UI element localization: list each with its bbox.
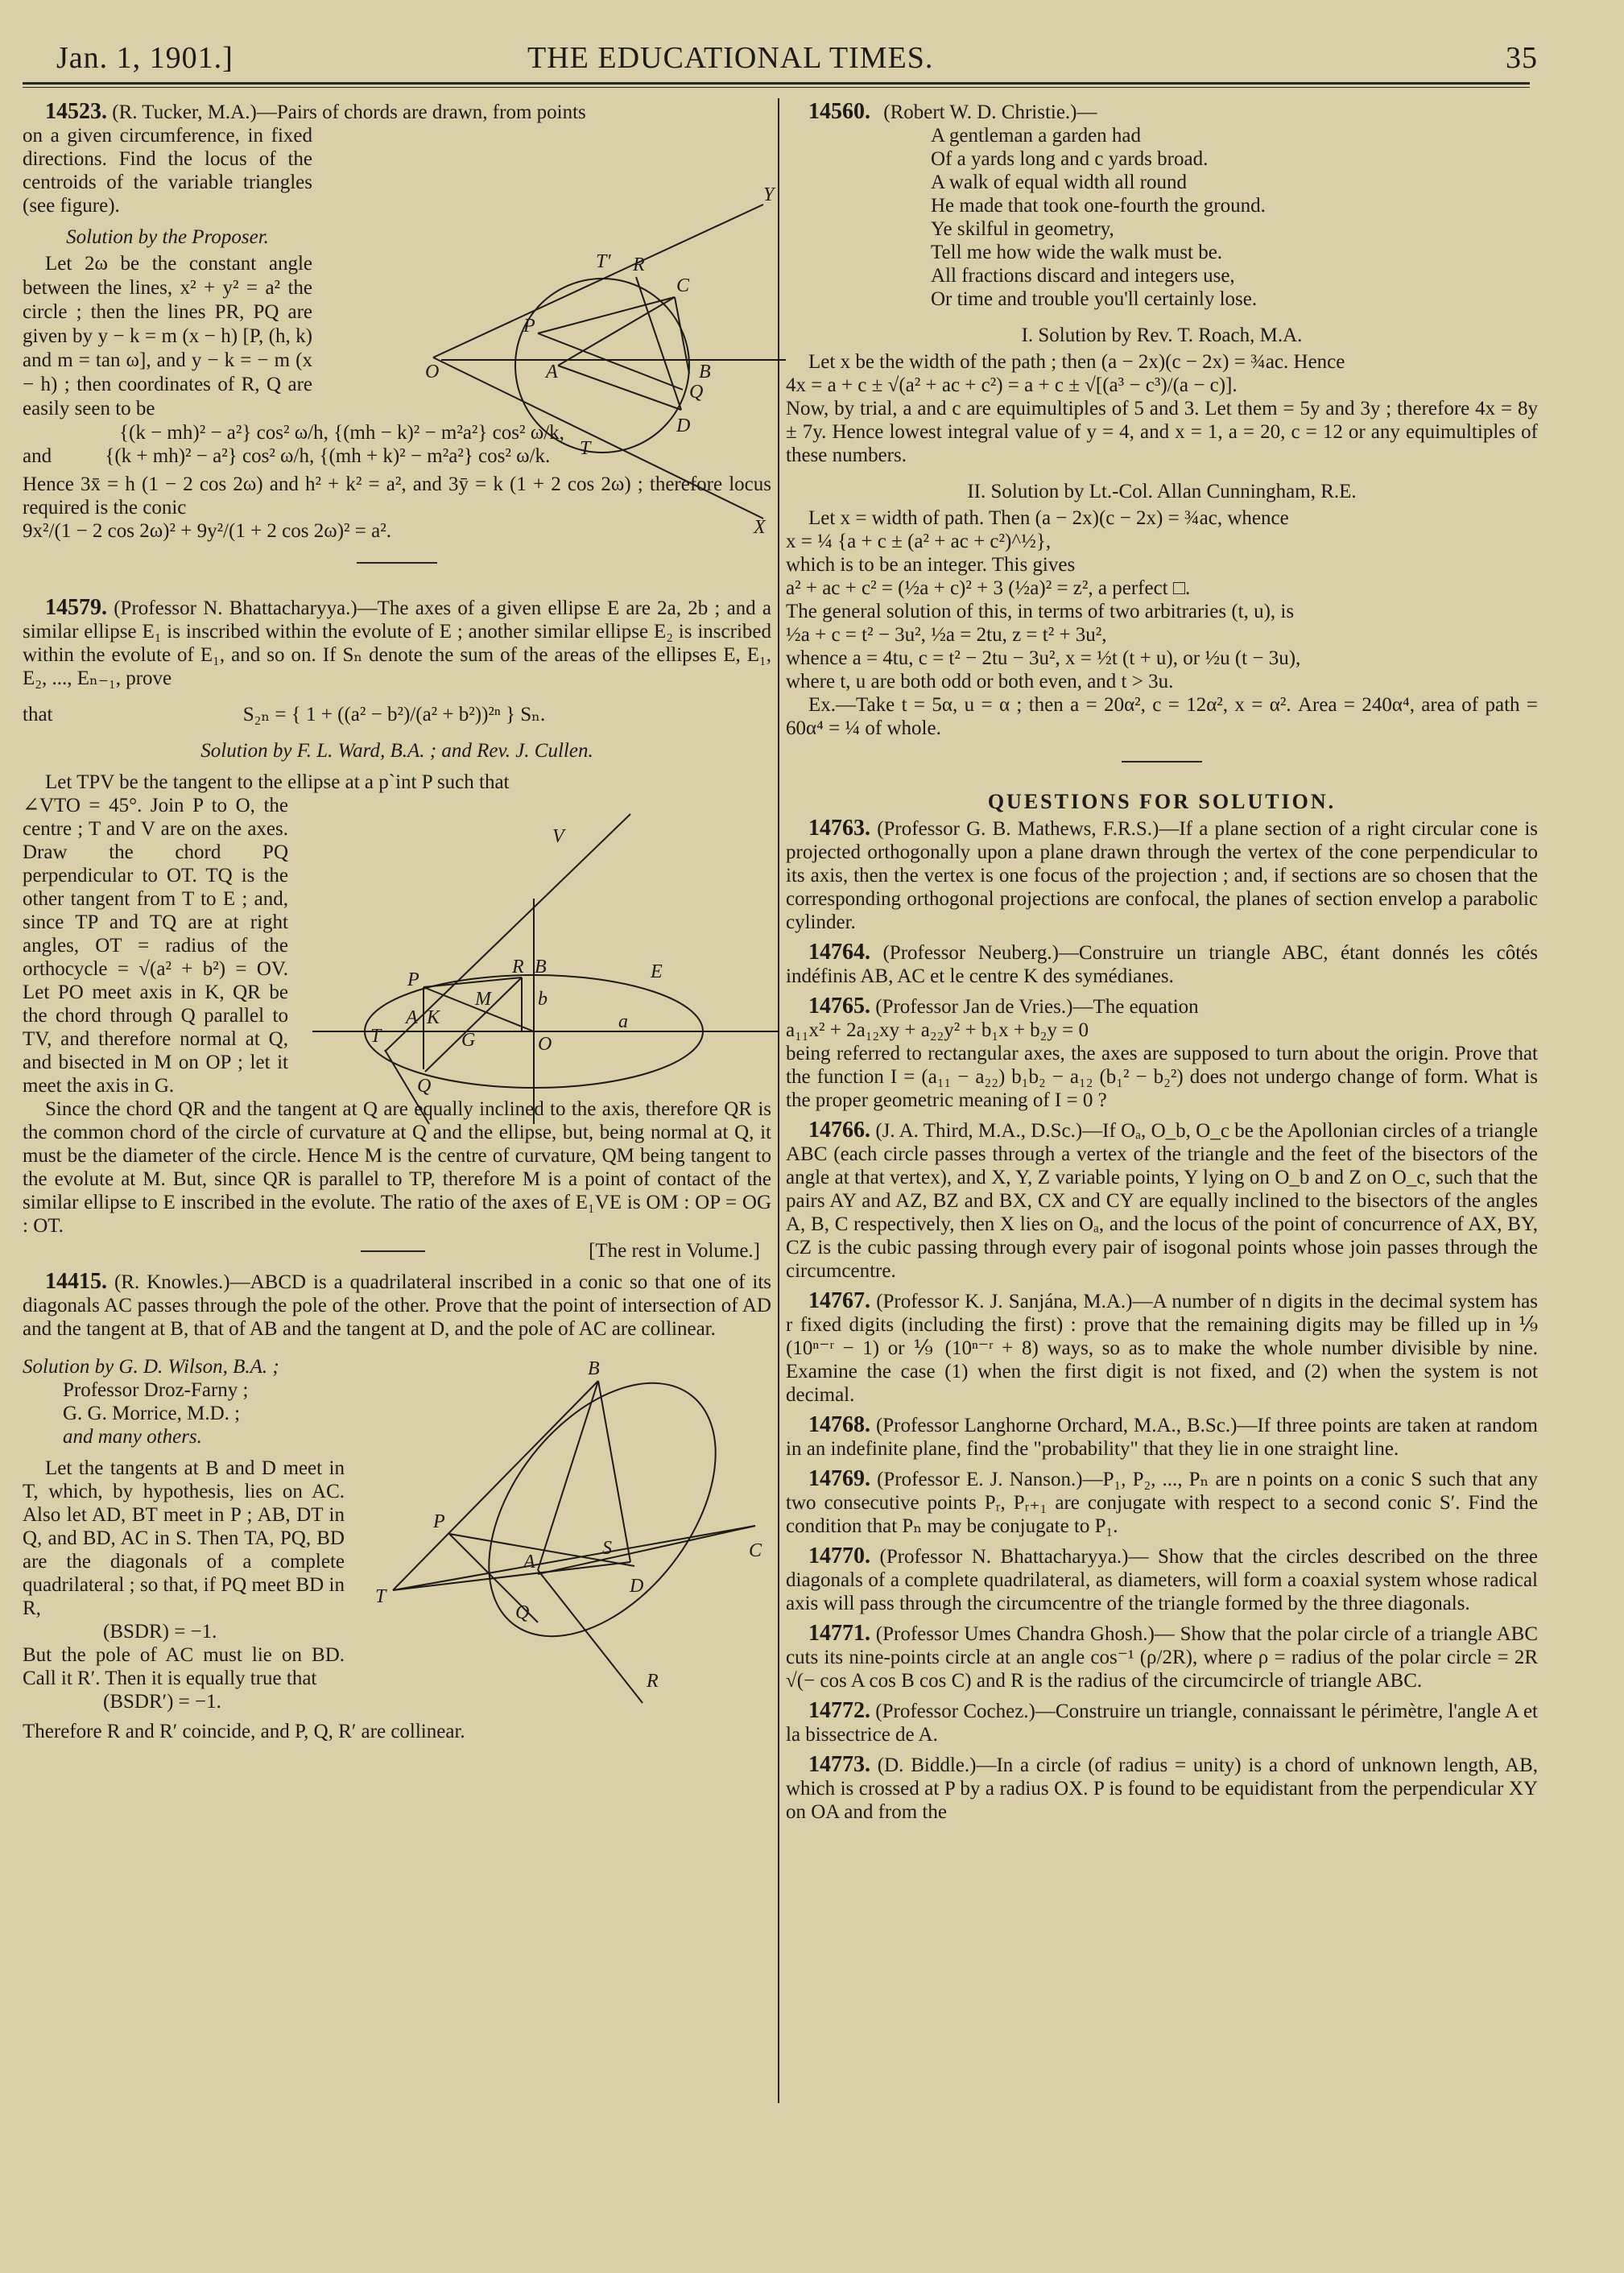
- question-number: 14770.: [808, 1544, 870, 1568]
- question-number: 14764.: [808, 940, 870, 965]
- fig-label-s: S: [602, 1538, 612, 1559]
- solution-title: Solution by F. L. Ward, B.A. ; and Rev. J. Cullen.: [200, 740, 593, 762]
- solver-line: Solution by G. D. Wilson, B.A. ;: [23, 1356, 279, 1378]
- question-text: —Construire un triangle, connaissant le périmètre, l'angle A et la bissectrice de A.: [786, 1701, 1538, 1746]
- question-14769: [786, 1467, 1538, 1538]
- fig-label-p: P: [523, 316, 535, 337]
- problem-text: —ABCD is a quadrilateral inscribed in a conic so that one of its diagonals AC passes through the pole of the other. Prove that the point of intersection of AD and the tangent at B, that of AB and the tangent at D, and the pole of AC are collinear.: [23, 1271, 772, 1340]
- question-text: — Show that the circles described on the three diagonals of a complete quadrilateral, as diameters, will form a coaxial system whose radical axis will pass through the circumcentre of the triangle formed by the three diagonals.: [786, 1546, 1538, 1614]
- problem-number: 14560.: [808, 99, 870, 124]
- problem-author: (R. Knowles.): [114, 1271, 230, 1293]
- question-number: 14768.: [808, 1412, 870, 1437]
- solution-title: II. Solution by Lt.-Col. Allan Cunningham, R.E.: [967, 481, 1357, 502]
- question-author: (Professor Umes Chandra Ghosh.): [875, 1623, 1155, 1645]
- question-14763: [786, 816, 1538, 934]
- equation: {(k − mh)² − a²} cos² ω/h, {(mh − k)² − m²a²} cos² ω/k,: [119, 422, 564, 444]
- solution-body: Let x = width of path. Then (a − 2x)(c − 2x) = ¾ac, whence: [808, 507, 1289, 529]
- chord-pq: [538, 333, 683, 390]
- question-text: —Construire un triangle ABC, étant donnés les côtés indéfinis AB, AC et le centre K des symédianes.: [786, 942, 1538, 987]
- question-14764: [786, 940, 1538, 988]
- question-text: —P₁, P₂, ..., Pₙ are n points on a conic S such that any two consecutive points Pᵣ, Pᵣ₊₁ are conjugate with respect to a second conic S′. Find the condition that Pₙ may be conjugate to P₁.: [786, 1469, 1539, 1537]
- chord-cb: [675, 297, 689, 374]
- question-number: 14765.: [808, 994, 870, 1019]
- fig-label-p: P: [407, 969, 419, 990]
- equation: a² + ac + c² = (½a + c)² + 3 (½a)² = z², a perfect □.: [786, 577, 1191, 599]
- problem-14579: [23, 596, 771, 1265]
- question-14770: [786, 1544, 1538, 1615]
- fig-label-b: B: [535, 957, 547, 977]
- fig-label-a-small: a: [618, 1011, 628, 1032]
- figure-14579: [264, 794, 779, 1148]
- question-author: (Professor Jan de Vries.): [875, 996, 1073, 1018]
- left-column: [23, 99, 775, 1743]
- solution-body: Let the tangents at B and D meet in T, which, by hypothesis, lies on AC. Also let AD, BT meet in P ; AB, DT in Q, and BD, AC in S. Then TA, PQ, BD are the diagonals of a complete quadrilateral ; so that, if PQ meet BD in R,: [23, 1457, 345, 1619]
- question-14771: [786, 1622, 1538, 1692]
- equation: 4x = a + c ± √(a² + ac + c²) = a + c ± √[(a³ − c³)/(a − c)].: [786, 374, 1238, 396]
- question-author: (Professor Cochez.): [875, 1701, 1035, 1722]
- header-rule: [23, 82, 1530, 85]
- solver-line: and many others.: [63, 1426, 202, 1448]
- question-author: (Professor Langhorne Orchard, M.A., B.Sc.): [875, 1415, 1238, 1436]
- questions-heading: QUESTIONS FOR SOLUTION.: [987, 790, 1337, 813]
- solver-line: G. G. Morrice, M.D. ;: [63, 1403, 241, 1424]
- fig-label-r: R: [512, 957, 524, 977]
- fig-label-y: Y: [763, 184, 775, 205]
- header-rule-thin: [23, 87, 1530, 88]
- fig-label-c: C: [749, 1540, 762, 1561]
- fig-label-v: V: [552, 826, 564, 847]
- line-oy: [433, 205, 763, 357]
- question-14766: [786, 1118, 1538, 1283]
- question-14773: [786, 1753, 1538, 1824]
- equation: (BSDR′) = −1.: [103, 1691, 221, 1713]
- fig-label-m: M: [475, 989, 491, 1010]
- fig-label-o: O: [425, 362, 440, 382]
- solution-body: Since the chord QR and the tangent at Q are equally inclined to the axis, therefore QR is the common chord of the circle of curvature at Q and the ellipse, but, being normal at Q, it must be the diameter of the circle. Hence M is the centre of curvature, QM being tangent to the evolute at M. But, since QR is parallel to TP, therefore M is a point of contact of the similar ellipse to E inscribed in the evolute. The ratio of the axes of E₁VE is OM : OP = OG : OT.: [23, 1098, 771, 1237]
- right-column: [786, 100, 1538, 1824]
- question-14772: [786, 1699, 1538, 1746]
- question-text: —The equation: [1072, 996, 1199, 1018]
- rest-note-row: [23, 1238, 771, 1265]
- verse-line: Ye skilful in geometry,: [931, 218, 1114, 240]
- question-number: 14769.: [808, 1466, 870, 1491]
- verse-line: A walk of equal width all round: [931, 172, 1187, 193]
- problem-text: —The axes of a given ellipse E are 2a, 2b ; and a similar ellipse E₁ is inscribed within the evolute of E ; another similar ellipse E₂ is inscribed within the evolute of E₁, and so on. If Sₙ denote the sum of the areas of the ellipses E, E₁, E₂, ..., Eₙ₋₁, prove: [23, 597, 771, 689]
- equation: ½a + c = t² − 3u², ½a = 2tu, z = t² + 3u²,: [786, 624, 1107, 646]
- tangent-tpv: [385, 814, 630, 1052]
- fig-label-c: C: [676, 275, 690, 296]
- question-14767: [786, 1289, 1538, 1407]
- fig-label-e: E: [651, 961, 663, 982]
- solution-body: The general solution of this, in terms of two arbitraries (t, u), is: [786, 601, 1295, 622]
- fig-label-q: Q: [689, 382, 704, 403]
- problem-14523: [23, 99, 775, 564]
- solution-body: Now, by trial, a and c are equimultiples of 5 and 3. Let them = 5y and 3y ; therefore 4x = 8y ± 7y. Hence lowest integral value of y = 4, and x = 1, a = 20, c = 12 or any equimultiples of these numbers.: [786, 398, 1538, 466]
- fig-label-t-prime: T′: [596, 251, 611, 272]
- header-page-number: 35: [1506, 41, 1538, 75]
- question-number: 14766.: [808, 1118, 870, 1143]
- question-number: 14772.: [808, 1698, 870, 1723]
- question-number: 14771.: [808, 1621, 870, 1646]
- solution-body: where t, u are both odd or both even, and t > 3u.: [786, 671, 1174, 692]
- problem-text: —Pairs of chords are drawn, from points: [256, 101, 586, 123]
- problem-14560-heading: [786, 100, 1538, 124]
- header-date: Jan. 1, 1901.]: [56, 41, 233, 75]
- question-14765: [786, 994, 1538, 1019]
- fig-label-x: X: [754, 517, 766, 538]
- chord-ac: [558, 297, 675, 366]
- question-number: 14763.: [808, 816, 870, 841]
- fig-label-p: P: [433, 1511, 445, 1532]
- question-text: —If three points are taken at random in an indefinite plane, find the "probability" that they lie in one straight line.: [786, 1415, 1538, 1460]
- solution-body: Therefore R and R′ coincide, and P, Q, R′ are collinear.: [23, 1721, 465, 1742]
- verse-line: Of a yards long and c yards broad.: [931, 148, 1209, 170]
- problem-14560: [786, 100, 1538, 762]
- fig-label-b: B: [699, 362, 711, 382]
- fig-label-t: T: [370, 1026, 382, 1047]
- problem-14415-heading: [23, 1270, 771, 1341]
- conic: [443, 1341, 761, 1678]
- solution-body: ∠VTO = 45°. Join P to O, the centre ; T and V are on the axes. Draw the chord PQ perpendicular to OT. TQ is the other tangent from T to E ; and, since TP and TQ are at right angles, OT = radius of the orthocycle = √(a² + b²) = OV. Let PO meet axis in K, QR be the chord through Q parallel to TV, and therefore normal at Q, and bisected in M on OP ; let it meet the axis in G.: [23, 795, 288, 1097]
- equation: 9x²/(1 − 2 cos 2ω)² + 9y²/(1 + 2 cos 2ω)² = a².: [23, 520, 391, 542]
- problem-number: 14523.: [45, 99, 107, 124]
- figure-14415: [361, 1357, 779, 1711]
- fig-label-a: A: [546, 362, 558, 382]
- equation: x = ¼ {a + c ± (a² + ac + c²)^½},: [786, 531, 1052, 552]
- problem-14415: [23, 1270, 771, 1743]
- separator-rule: [357, 562, 437, 564]
- question-number: 14767.: [808, 1288, 870, 1313]
- line-bd: [598, 1381, 630, 1562]
- question-text: being referred to rectangular axes, the axes are supposed to turn about the origin. Prove that the function I = (a₁₁ − a₂₂) b₁b₂ − a₁₂ (b₁² − b₂²) does not undergo change of form. What is the proper geometric meaning of I = 0 ?: [786, 1043, 1538, 1111]
- question-author: (Professor G. B. Mathews, F.R.S.): [877, 818, 1159, 840]
- question-14768: [786, 1413, 1538, 1461]
- fig-label-q: Q: [417, 1076, 432, 1097]
- problem-14415-wrapped: [23, 1355, 345, 1713]
- question-author: (Professor E. J. Nanson.): [877, 1469, 1083, 1490]
- separator-rule: [361, 1250, 425, 1252]
- fig-label-a: A: [406, 1007, 418, 1028]
- formula-lead: that: [23, 704, 53, 725]
- formula: S₂ₙ = { 1 + ((a² − b²)/(a² + b²))²ⁿ } Sₙ.: [242, 704, 546, 725]
- separator-rule: [1122, 761, 1202, 762]
- formula-row: [23, 703, 771, 726]
- question-author: (D. Biddle.): [877, 1754, 977, 1776]
- question-text: —If a plane section of a right circular cone is projected orthogonally upon a plane drawn through the vertex of the cone perpendicular to its axis, then the vertex is one focus of the projection ; and, if sections are so chosen that the corresponding orthogonal projections are confocal, the planes of section envelop a parabolic cylinder.: [786, 818, 1539, 933]
- line-ba: [538, 1381, 598, 1570]
- equation-lead: and: [23, 445, 52, 467]
- fig-label-t: T: [375, 1586, 386, 1607]
- solution-example: Ex.—Take t = 5α, u = α ; then a = 20α², c = 12α², x = α². Area = 240α⁴, area of path = 60α⁴ = ¼ of whole.: [786, 694, 1538, 739]
- fig-label-d: D: [676, 415, 691, 436]
- verse-line: Or time and trouble you'll certainly lose.: [931, 288, 1258, 310]
- verse-line: A gentleman a garden had: [931, 125, 1142, 147]
- solution-body: Let TPV be the tangent to the ellipse at a p`int P such that: [45, 771, 510, 793]
- question-author: (Professor K. J. Sanjána, M.A.): [876, 1291, 1133, 1312]
- problem-14579-wrapped: [23, 794, 288, 1097]
- question-author: (Professor N. Bhattacharyya.): [879, 1546, 1129, 1568]
- fig-label-b-small: b: [538, 989, 548, 1010]
- solver-line: Professor Droz-Farny ;: [63, 1379, 249, 1401]
- questions-list: [786, 816, 1538, 1824]
- equation: {(k + mh)² − a²} cos² ω/h, {(mh + k)² − m²a²} cos² ω/k.: [105, 445, 551, 467]
- solution-title: I. Solution by Rev. T. Roach, M.A.: [1021, 324, 1303, 346]
- fig-label-d: D: [630, 1576, 644, 1597]
- figure-14523: [425, 132, 779, 538]
- question-author: (J. A. Third, M.A., D.Sc.): [875, 1120, 1083, 1142]
- fig-label-g: G: [461, 1030, 476, 1051]
- fig-label-r: R: [633, 254, 645, 275]
- line-ac: [538, 1526, 755, 1574]
- question-text: — Show that the polar circle of a triangle ABC cuts its nine-points circle at an angle cos⁻¹ (ρ/2R), where ρ = radius of the polar circle = 2R √(− cos A cos B cos C) and R is the radius of the circumcircle of triangle ABC.: [786, 1623, 1539, 1692]
- fig-label-r: R: [647, 1671, 659, 1692]
- question-text: —In a circle (of radius = unity) is a chord of unknown length, AB, which is crossed at P by a radius OX. P is found to be equidistant from the perpendicular XY on OA and from the: [786, 1754, 1538, 1823]
- fig-label-o: O: [538, 1034, 552, 1055]
- verse-line: He made that took one-fourth the ground.: [931, 195, 1266, 217]
- fig-label-q: Q: [515, 1602, 530, 1623]
- problem-14579-heading: [23, 596, 771, 690]
- problem-text: on a given circumference, in fixed directions. Find the locus of the centroids of the variable triangles (see figure).: [23, 125, 312, 217]
- fig-label-a: A: [523, 1552, 535, 1573]
- equation: (BSDR) = −1.: [103, 1621, 217, 1643]
- problem-author: (R. Tucker, M.A.): [112, 101, 257, 123]
- question-text: —A number of n digits in the decimal system has r fixed digits (including the first) : prove that the remaining digits may be filled up in ⅑ (10ⁿ⁻ʳ − 1) or ⅑ (10ⁿ⁻ʳ + 8) ways, so as to make the whole number divisible by nine. Examine the case (1) when the first digit is not fixed, and (2) when the system is not decimal.: [786, 1291, 1538, 1406]
- problem-14523-heading: [23, 100, 771, 124]
- problem-14523-wrapped: [23, 124, 312, 421]
- question-number: 14773.: [808, 1752, 870, 1777]
- solution-body: which is to be an integer. This gives: [786, 554, 1076, 576]
- solution-title: Solution by the Proposer.: [66, 226, 269, 248]
- question-author: (Professor Neuberg.): [882, 942, 1059, 964]
- verse-line: All fractions discard and integers use,: [931, 265, 1235, 287]
- problem-number: 14579.: [45, 595, 107, 620]
- fig-label-k: K: [427, 1007, 440, 1028]
- solution-body: But the pole of AC must lie on BD. Call it R′. Then it is equally true that: [23, 1644, 345, 1689]
- question-equation: a₁₁x² + 2a₁₂xy + a₂₂y² + b₁x + b₂y = 0: [786, 1019, 1089, 1041]
- verse-line: Tell me how wide the walk must be.: [931, 242, 1223, 263]
- fig-label-b: B: [588, 1358, 600, 1379]
- solution-body: Hence 3x̄ = h (1 − 2 cos 2ω) and h² + k² = a², and 3ȳ = k (1 + 2 cos 2ω) ; therefore locus required is the conic: [23, 473, 771, 519]
- problem-author: (Professor N. Bhattacharyya.): [114, 597, 357, 619]
- solution-body: Let 2ω be the constant angle between the lines, x² + y² = a² the circle ; then the lines PR, PQ are given by y − k = m (x − h) [P, (h, k) and m = tan ω], and y − k = − m (x − h) ; then coordinates of R, Q are easily seen to be: [23, 253, 312, 419]
- equation: whence a = 4tu, c = t² − 2tu − 3u², x = ½t (t + u), or ½u (t − 3u),: [786, 647, 1301, 669]
- rest-note: [The rest in Volume.]: [589, 1240, 760, 1262]
- question-text: —If Oₐ, O_b, O_c be the Apollonian circles of a triangle ABC (each circle passes through a vertex of the triangle and the feet of the bisectors of the angle at that vertex), and X, Y, Z variable points, Y lying on O_b and Z on O_c, such that the pairs AY and AZ, BZ and BX, CX and CY are equally inclined to the bisectors of the angles A, B, C respectively, then X lies on Oₐ, and the locus of the point of concurrence of AX, BY, CZ is the cubic passing through every pair of isogonal points whose join passes through the circumcentre.: [786, 1120, 1539, 1282]
- problem-number: 14415.: [45, 1269, 107, 1294]
- chord-ad: [558, 366, 681, 410]
- fig-label-t: T: [580, 438, 591, 459]
- solution-body: Let x be the width of the path ; then (a − 2x)(c − 2x) = ¾ac. Hence: [808, 351, 1345, 373]
- problem-author: (Robert W. D. Christie.)—: [883, 101, 1097, 123]
- tangent-d: [393, 1562, 630, 1590]
- header-title: THE EDUCATIONAL TIMES.: [527, 41, 934, 75]
